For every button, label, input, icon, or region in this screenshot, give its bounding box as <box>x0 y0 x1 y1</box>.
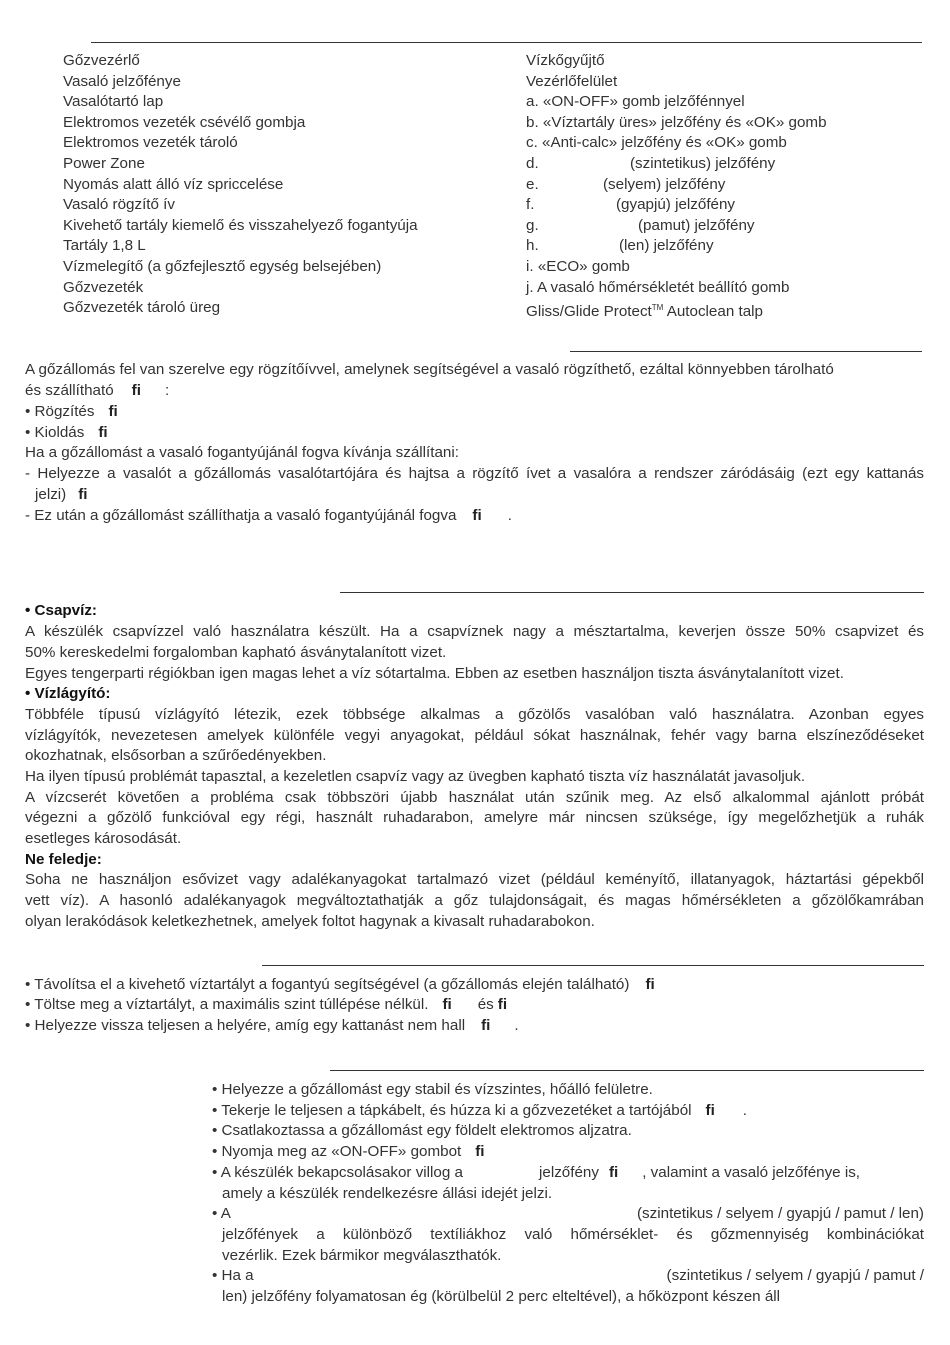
water-text: A készülék csapvízzel való használatra készült. Ha a csapvíznek nagy a mésztartalma, keverjen össze 50% csapvizet és <box>25 623 924 640</box>
part-text: (pamut) jelzőfény <box>638 216 755 234</box>
fill-step-3 <box>25 1016 519 1037</box>
part-item: Elektromos vezeték csévélő gombja <box>63 113 306 131</box>
use-step-3: • Csatlakoztassa a gőzállomást egy földelt elektromos aljzatra. <box>212 1122 632 1139</box>
use-step-5 <box>212 1163 860 1184</box>
water-text: Egyes tengerparti régiókban igen magas lehet a víz sótartalma. Ebben az esetben használjon tiszta ásványtalanított vizet. <box>25 665 844 682</box>
text: és szállítható <box>25 382 114 399</box>
part-letter: g. <box>526 216 539 234</box>
part-item <box>526 154 827 175</box>
heading-softener: • Vízlágyító: <box>25 685 111 702</box>
use-step-5-cont: amely a készülék rendelkezésre állási idejét jelzi. <box>222 1185 553 1202</box>
part-item: Kivehető tartály kiemelő és visszahelyező fogantyúja <box>63 216 418 234</box>
part-letter: f. <box>526 196 535 214</box>
text: (szintetikus / selyem / gyapjú / pamut / len) <box>637 1205 924 1222</box>
figure-ref: fi <box>497 996 508 1013</box>
part-item: Tartály 1,8 L <box>63 237 146 255</box>
text: - Ez után a gőzállomást szállíthatja a vasaló fogantyújánál fogva <box>25 507 457 524</box>
text: • A <box>212 1205 231 1222</box>
text: • Helyezze vissza teljesen a helyére, amíg egy kattanást nem hall <box>25 1017 466 1034</box>
text: • Töltse meg a víztartályt, a maximális szint túllépése nélkül. <box>25 996 429 1013</box>
part-item <box>526 216 827 237</box>
use-step-7 <box>212 1266 924 1287</box>
text: • Rögzítés <box>25 403 95 420</box>
section-rule-use <box>330 1070 924 1071</box>
heading-remember: Ne feledje: <box>25 851 102 868</box>
use-step-4 <box>212 1142 485 1163</box>
text: jelzőfény <box>539 1164 599 1181</box>
text: : <box>164 382 170 399</box>
part-letter: h. <box>526 237 539 255</box>
part-item <box>526 195 827 216</box>
part-item: Vízkőgyűjtő <box>526 52 605 69</box>
figure-ref: fi <box>608 1164 619 1181</box>
text: jelzi) <box>35 486 67 503</box>
fill-step-1 <box>25 975 655 996</box>
figure-ref: fi <box>472 507 482 524</box>
use-step-1: • Helyezze a gőzállomást egy stabil és vízszintes, hőálló felületre. <box>212 1081 653 1098</box>
text: . <box>742 1102 748 1119</box>
part-item: j. A vasaló hőmérsékletét beállító gomb <box>526 278 790 296</box>
trademark: TM <box>651 303 664 313</box>
part-item: Gőzvezérlő <box>63 52 140 69</box>
figure-ref: fi <box>78 486 88 503</box>
text: • Ha a <box>212 1267 254 1284</box>
text: (szintetikus / selyem / gyapjú / pamut / <box>666 1267 924 1284</box>
water-text: Ha ilyen típusú problémát tapasztal, a kezeletlen csapvíz vagy az üvegben kapható tiszta víz használatát javasoljuk. <box>25 768 806 785</box>
part-letter: e. <box>526 175 539 193</box>
part-item: Vasaló rögzítő ív <box>63 196 175 214</box>
lock-bullet-fix <box>25 402 118 423</box>
parts-list-left <box>63 51 418 319</box>
part-text: (len) jelzőfény <box>619 237 714 255</box>
water-text: okozhatnak, elsősorban a szűrőedényekben. <box>25 747 327 764</box>
part-item: Vasalótartó lap <box>63 93 164 111</box>
water-text: esetleges károsodását. <box>25 830 182 847</box>
water-text: végezni a gőzölő funkcióval egy régi, használt ruhadarabon, amelyre már nincsen szüksége, így megelőzhetjük a ruhák <box>25 809 924 826</box>
section-rule-lock <box>570 351 922 352</box>
lock-bullet-release <box>25 423 108 444</box>
part-item: Vasaló jelzőfénye <box>63 72 181 90</box>
use-step-2 <box>212 1101 747 1122</box>
part-item: Nyomás alatt álló víz spriccelése <box>63 175 284 193</box>
heading-tap-water: • Csapvíz: <box>25 602 97 619</box>
part-item: Elektromos vezeték tároló <box>63 134 238 152</box>
water-text: vett víz). A hasonló adalékanyagok megváltoztathatják a gőz tulajdonságait, és magas hőmérsékleten a gőzölőkamrában <box>25 892 924 909</box>
part-item: c. «Anti-calc» jelzőfény és «OK» gomb <box>526 134 787 152</box>
part-item: Vezérlőfelület <box>526 72 618 90</box>
part-text: (gyapjú) jelzőfény <box>616 196 736 214</box>
part-item <box>526 175 827 196</box>
text: , valamint a vasaló jelzőfénye is, <box>642 1164 861 1181</box>
lock-step-2 <box>25 506 512 527</box>
figure-ref: fi <box>131 382 141 399</box>
use-step-6-cont: jelzőfények a különböző textíliákhoz való hőmérséklet- és gőzmennyiség kombinációkat <box>222 1226 924 1243</box>
part-item: Gőzvezeték <box>63 278 144 296</box>
water-text: 50% kereskedelmi forgalomban kapható ásványtalanított vizet. <box>25 644 447 661</box>
part-item: i. «ECO» gomb <box>526 257 630 275</box>
part-letter: d. <box>526 154 539 172</box>
parts-list-right <box>526 51 827 319</box>
part-item: Power Zone <box>63 154 145 172</box>
figure-ref: fi <box>705 1102 715 1119</box>
water-text: Soha ne használjon esővizet vagy adalékanyagokat tartalmazó vizet (például keményítő, illatanyagok, háztartási gépekből <box>25 871 924 888</box>
use-step-6-cont: vezérlik. Ezek bármikor megválaszthatók. <box>222 1247 502 1264</box>
lock-step-1-cont <box>35 485 88 506</box>
water-text: vízlágyítók, nevezetesen amelyek különféle vegyi anyagokat, például sókat használnak, fehér vagy barna elszíneződéseket <box>25 727 924 744</box>
part-text: (selyem) jelzőfény <box>603 175 726 193</box>
part-item: Vízmelegítő (a gőzfejlesztő egység belsejében) <box>63 257 382 275</box>
part-text: Gliss/Glide Protect <box>526 303 652 321</box>
figure-ref: fi <box>645 976 655 993</box>
part-text: Autoclean talp <box>663 303 763 321</box>
text: • A készülék bekapcsolásakor villog a <box>212 1164 463 1181</box>
text: • Tekerje le teljesen a tápkábelt, és húzza ki a gőzvezetéket a tartójából <box>212 1102 692 1119</box>
water-text: A vízcserét követően a probléma csak többszöri újabb használat után szűnik meg. Az első alkalommal ajánlott próbát <box>25 789 924 806</box>
part-item <box>526 236 827 257</box>
water-text: Többféle típusú vízlágyító létezik, ezek többsége alkalmas a gőzölős vasalóban való használatra. Azonban egyes <box>25 706 924 723</box>
part-text: (szintetikus) jelzőfény <box>630 154 776 172</box>
use-step-7-cont: len) jelzőfény folyamatosan ég (körülbelül 2 perc elteltével), a hőközpont készen áll <box>222 1288 781 1305</box>
figure-ref: fi <box>108 403 118 420</box>
lock-intro-cont <box>25 381 169 402</box>
figure-ref: fi <box>481 1017 491 1034</box>
figure-ref: fi <box>442 996 452 1013</box>
section-rule-fill <box>262 965 924 966</box>
fill-step-2 <box>25 995 507 1016</box>
lock-intro: A gőzállomás fel van szerelve egy rögzítőívvel, amelynek segítségével a vasaló rögzíthető, ezáltal könnyebben tárolható <box>25 361 834 378</box>
part-item: b. «Víztartály üres» jelzőfény és «OK» gomb <box>526 113 827 131</box>
lock-transport: Ha a gőzállomást a vasaló fogantyújánál fogva kívánja szállítani: <box>25 444 459 461</box>
text: és <box>477 996 494 1013</box>
text: . <box>514 1017 519 1034</box>
text: • Távolítsa el a kivehető víztartályt a fogantyú segítségével (a gőzállomás elején található) <box>25 976 630 993</box>
text: • Kioldás <box>25 424 85 441</box>
figure-ref: fi <box>98 424 108 441</box>
use-step-6 <box>212 1204 924 1225</box>
section-rule-description <box>91 42 922 43</box>
section-rule-water <box>340 592 924 593</box>
figure-ref: fi <box>475 1143 485 1160</box>
lock-step-1: - Helyezze a vasalót a gőzállomás vasalótartójára és hajtsa a rögzítő ívet a vasalóra a rendszer záródásáig (ezt egy kattanás <box>25 465 924 482</box>
water-text: olyan lerakódások keletkezhetnek, amelyek foltot hagynak a kivasalt ruhadarabokon. <box>25 913 595 930</box>
part-item <box>526 298 827 319</box>
text: • Nyomja meg az «ON-OFF» gombot <box>212 1143 462 1160</box>
part-item: Gőzvezeték tároló üreg <box>63 299 221 317</box>
text: . <box>507 507 512 524</box>
part-item: a. «ON-OFF» gomb jelzőfénnyel <box>526 93 745 111</box>
